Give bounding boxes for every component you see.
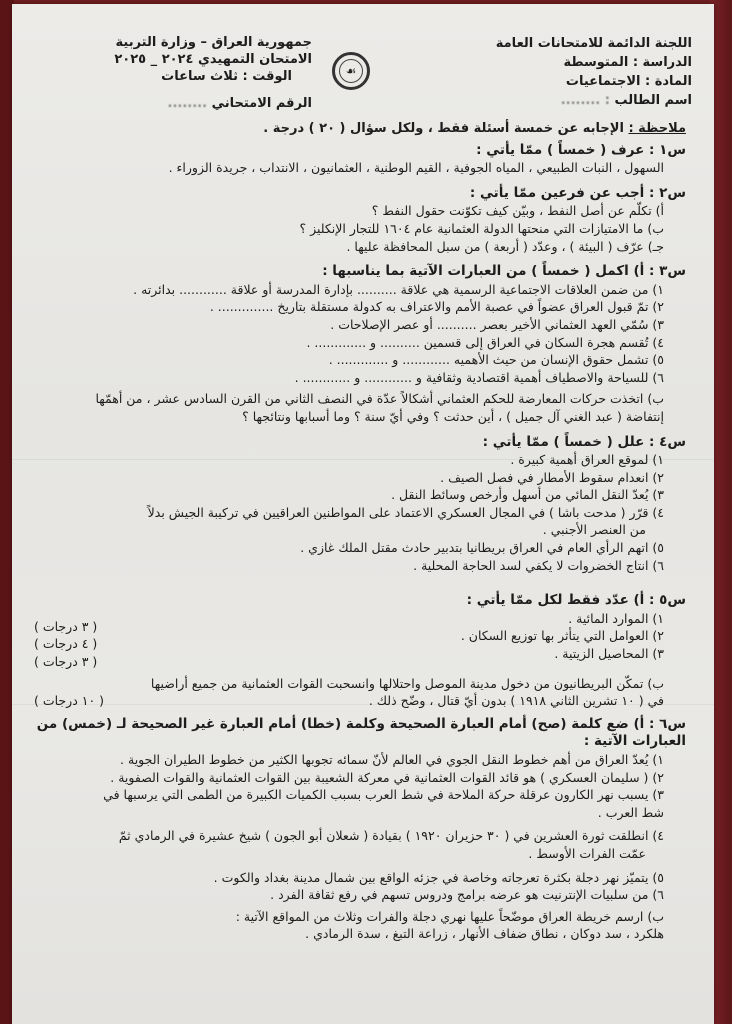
question-4-item-cont: من العنصر الأجنبي .: [542, 522, 646, 538]
question-5-item: ٣) المحاصيل الزيتية . ( ٣ درجات ): [34, 646, 664, 670]
committee-name: اللجنة الدائمة للامتحانات العامة: [495, 36, 692, 51]
question-3-item: ٤) تُقسم هجرة السكان في العراق إلى قسمين .......... و ............. .: [306, 334, 664, 350]
question-6-item: ٤) انطلقت ثورة العشرين في ( ٣٠ حزيران ١٩٢٠ ) بقيادة ( شعلان أبو الجون ) شيخ عشيرة في الرمادي ثمّ: [118, 828, 664, 844]
question-4-item: ٣) يُعدّ النقل المائي من أسهل وأرخص وسائط النقل .: [391, 487, 664, 503]
question-6-item-cont: شط العرب .: [597, 804, 664, 820]
exam-time: الوقت : ثلاث ساعات: [161, 69, 292, 84]
question-3-item: ٦) للسياحة والاصطياف أهمية اقتصادية وثقافية و ............ و ............ .: [294, 369, 664, 385]
question-3-b-cont: إنتفاضة ( عبد الغني آل جميل ) ، أين حدثت ؟ وفي أيّ سنة ؟ وما أسبابها ونتائجها ؟: [242, 408, 664, 424]
question-3-item: ٣) سُمّي العهد العثماني الأخير بعصر .......... أو عصر الإصلاحات .: [330, 316, 664, 332]
question-2-item: أ) تكلّم عن أصل النفط ، وبيّن كيف تكوّنت حقول النفط ؟: [371, 203, 664, 219]
question-4-item: ٥) اتهم الرأي العام في العراق بريطانيا بتدبير حادث مقتل الملك غازي .: [300, 540, 664, 556]
question-3-item: ٥) تشمل حقوق الإنسان من حيث الأهميه ............ و ............. .: [328, 352, 664, 368]
ministry-name: جمهورية العراق – وزارة التربية: [115, 35, 312, 50]
question-6-item: ٦) من سلبيات الإنترنيت هو عرضه برامج ودروس تسهم في رفع ثقافة الفرد .: [270, 887, 664, 903]
question-6-item: ٢) ( سليمان العسكري ) هو قائد القوات العثمانية في معركة الشعيبة بين القوات العثمانية والقوات الصفوية .: [110, 769, 664, 785]
marks: ( ١٠ درجات ): [34, 693, 105, 709]
header-right: [496, 34, 692, 110]
question-5-b: ب) تمكّن البريطانيون من دخول مدينة الموصل واحتلالها وانسحبت القوات العثمانية من جميع أراضيها: [150, 675, 664, 691]
question-5-item: ٢) العوامل التي يتأثر بها توزيع السكان . ( ٤ درجات ): [34, 628, 664, 652]
question-3-b: ب) اتخذت حركات المعارضة للحكم العثماني أشكالاً عدّة في النصف الثاني من القرن السادس عشر ، من أهمّها: [95, 391, 664, 407]
question-4-title: س٤ : علل ( خمساً ) ممّا يأتي :: [482, 433, 686, 450]
question-2-title: س٢ : أجب عن فرعين ممّا يأتي :: [469, 184, 686, 201]
question-5-b-cont: في ( ١٠ تشرين الثاني ١٩١٨ ) بدون أيّ قتال ، وضّح ذلك . ( ١٠ درجات ): [34, 693, 664, 709]
study-level: الدراسة : المتوسطة: [563, 55, 692, 70]
question-5-title: س٥ : أ) عدّد فقط لكل ممّا يأتي :: [466, 592, 686, 609]
question-6-item: ١) يُعدّ العراق من أهم خطوط النقل الجوي في العالم لأنّ سمائه تجوبها الكثير من خطوط الطيران الجوية .: [120, 752, 664, 767]
question-6-item: ٣) يسبب نهر الكارون عرقلة حركة الملاحة في شط العرب بسبب الكميات الكبيرة من الطمى التي يرسبها في: [103, 787, 664, 803]
question-1-title: س١ : عرف ( خمساً ) ممّا يأتي :: [476, 141, 686, 158]
exam-paper: [12, 4, 714, 1024]
exam-body: [34, 120, 686, 943]
question-3-title: س٣ : أ) اكمل ( خمساً ) من العبارات الآتية بما يناسبها :: [322, 263, 686, 280]
subject: المادة : الاجتماعيات: [565, 74, 692, 89]
question-4-item: ٤) قرّر ( مدحت باشا ) في المجال العسكري الاعتماد على المواطنين العراقيين في تركيبة الجيش بدلاً: [147, 504, 664, 520]
question-6-b: ب) ارسم خريطة العراق موضّحاً عليها نهري دجلة والفرات وثلاث من المواقع الآتية :: [235, 908, 664, 924]
exam-number-field: الرقم الامتحاني ........: [167, 96, 312, 111]
marks: ( ٣ درجات ): [34, 618, 98, 634]
question-6-item-cont: عمّت الفرات الأوسط .: [528, 845, 646, 861]
question-2-item: ب) ما الامتيازات التي منحتها الدولة العثمانية عام ١٦٠٤ للتجار الإنكليز ؟: [299, 220, 664, 236]
question-4-item: ١) لموقع العراق أهمية كبيرة .: [510, 452, 664, 468]
marks: ( ٣ درجات ): [34, 654, 98, 670]
student-name-field: اسم الطالب : ........: [560, 93, 692, 108]
question-3-item: ١) من ضمن العلاقات الاجتماعية الرسمية هي علاقة .......... بإدارة المدرسة أو علاقة ............ بدائرته .: [133, 281, 664, 297]
question-5-item: ١) الموارد المائية . ( ٣ درجات ): [34, 610, 664, 634]
question-2-item: جـ) عرّف ( البيئة ) ، وعدّد ( أربعة ) من سبل المحافظة عليها .: [346, 238, 664, 254]
question-4-item: ٢) انعدام سقوط الأمطار في فصل الصيف .: [440, 469, 664, 485]
header-left: [72, 34, 312, 112]
marks: ( ٤ درجات ): [34, 636, 98, 652]
ministry-seal-icon: ☙: [332, 52, 370, 90]
question-4-item: ٦) انتاج الخضروات لا يكفي لسد الحاجة المحلية .: [413, 557, 664, 573]
question-3-item: ٢) تمّ قبول العراق عضواً في عصبة الأمم والاعتراف به كدولة مستقلة بتاريخ .............. .: [209, 299, 664, 315]
question-6-item: ٥) يتميّز نهر دجلة بكثرة تعرجاته وخاصة في جزئه الواقع بين شمال مدينة بغداد والكوت .: [213, 869, 664, 885]
question-6-title: س٦ : أ) ضع كلمة (صح) أمام العبارة الصحيحة وكلمة (خطا) أمام العبارة غير الصحيحة لـ (خمس) من العبارات الآتية :: [36, 715, 686, 750]
exam-note: ملاحظة : الإجابه عن خمسة أسئلة فقط ، ولكل سؤال ( ٢٠ ) درجة .: [263, 121, 686, 136]
question-1-terms: السهول ، النبات الطبيعي ، المياه الجوفية ، القيم الوطنية ، العثمانيون ، الانتداب ، جريدة الزوراء .: [168, 160, 664, 176]
question-6-b-cont: هلكرد ، سد دوكان ، نطاق ضفاف الأنهار ، زراعة التبغ ، سدة الرمادي .: [305, 926, 664, 942]
exam-title: الامتحان التمهيدي ٢٠٢٤ _ ٢٠٢٥: [114, 52, 312, 67]
